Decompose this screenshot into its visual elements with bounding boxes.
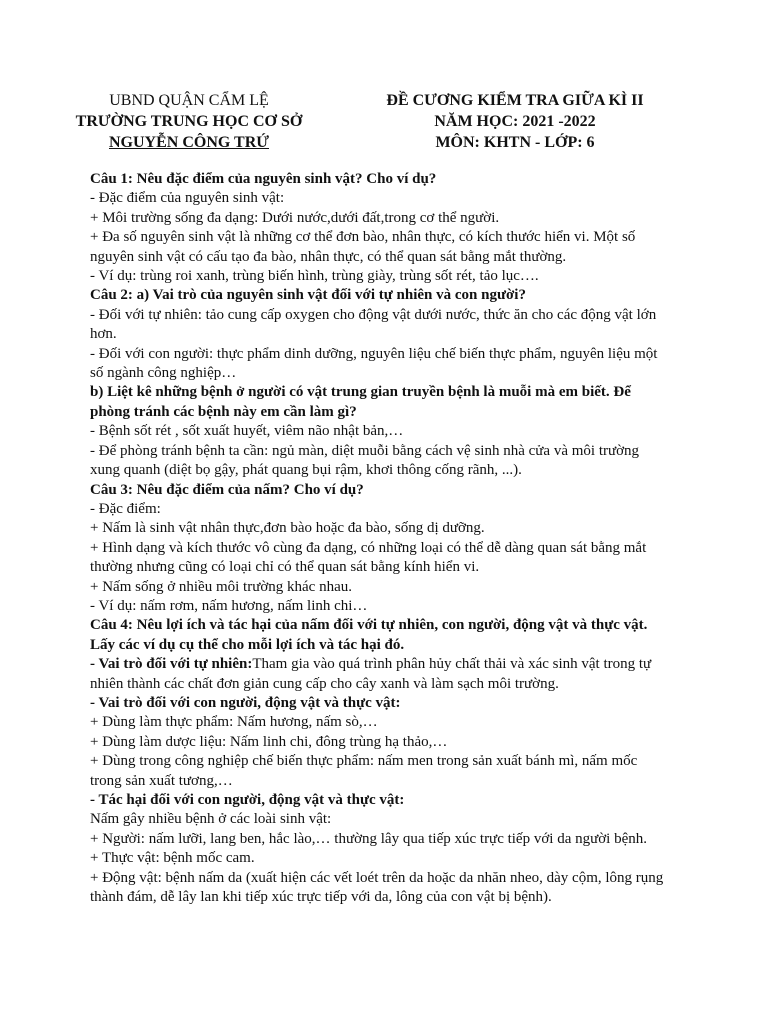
question-4-line: + Thực vật: bệnh mốc cam. <box>90 850 255 867</box>
question-2b-title: b) Liệt kê những bệnh ở người có vật trung gian truyền bệnh là muỗi mà em biết. Để phòng tránh các bệnh này em cần làm gì? <box>90 384 631 420</box>
question-4-line: + Dùng làm dược liệu: Nấm linh chi, đông trùng hạ thảo,… <box>90 733 448 750</box>
human-role-label: - Vai trò đối với con người, động vật và thực vật: <box>90 694 401 711</box>
question-1-line: + Môi trường sống đa dạng: Dưới nước,dưới đất,trong cơ thể người. <box>90 209 500 226</box>
question-3-title: Câu 3: Nêu đặc điểm của nấm? Cho ví dụ? <box>90 481 364 498</box>
school-type: TRƯỜNG TRUNG HỌC CƠ SỞ <box>75 113 303 130</box>
question-4-line: Nấm gây nhiều bệnh ở các loài sinh vật: <box>90 811 332 828</box>
question-2-line: - Đối với con người: thực phẩm dinh dưỡng, nguyên liệu chế biến thực phẩm, nguyên liệu một số ngành công nghiệp… <box>90 345 658 382</box>
question-3-line: + Nấm sống ở nhiều môi trường khác nhau. <box>90 578 352 595</box>
question-1-line: - Ví dụ: trùng roi xanh, trùng biến hình, trùng giày, trùng sốt rét, tảo lục…. <box>90 268 539 285</box>
question-1-line: + Đa số nguyên sinh vật là những cơ thể đơn bào, nhân thực, có kích thước hiển vi. Một số nguyên sinh vật có cấu tạo đa bào, nhân thực, có thể quan sát bằng mắt thường. <box>90 229 636 265</box>
nature-role-paragraph <box>90 655 670 694</box>
subject-grade: MÔN: KHTN - LỚP: 6 <box>435 134 595 151</box>
question-4-line: + Động vật: bệnh nấm da (xuất hiện các vết loét trên da hoặc da nhăn nheo, dày cộm, lông rụng thành đám, dễ lây lan khi tiếp xúc trực tiếp với da, lông của con vật bị bệnh). <box>90 869 664 906</box>
question-1-title: Câu 1: Nêu đặc điểm của nguyên sinh vật? Cho ví dụ? <box>90 171 437 187</box>
nature-role-text: Tham gia vào quá trình phân hủy chất thải và xác sinh vật trong tự nhiên thành các chất đơn giản cung cấp cho cây xanh và làm sạch môi trường. <box>90 656 652 692</box>
question-4-line: + Dùng làm thực phẩm: Nấm hương, nấm sò,… <box>90 714 378 731</box>
question-4-title: Câu 4: Nêu lợi ích và tác hại của nấm đối với tự nhiên, con người, động vật và thực vật. Lấy các ví dụ cụ thể cho mỗi lợi ích và tác hại đó. <box>90 617 648 653</box>
question-3-line: - Ví dụ: nấm rơm, nấm hương, nấm linh chi… <box>90 597 368 614</box>
question-3-line: - Đặc điểm: <box>90 500 161 517</box>
question-3-line: + Hình dạng và kích thước vô cùng đa dạng, có những loại có thể dễ dàng quan sát bằng mắt thường nhưng cũng có loại chỉ có thể quan sát bằng kính hiển vi. <box>90 539 647 576</box>
school-name: NGUYỄN CÔNG TRỨ <box>108 134 269 151</box>
question-4-line: + Người: nấm lưỡi, lang ben, hắc lào,… thường lây qua tiếp xúc trực tiếp với da người bệnh. <box>90 830 647 847</box>
nature-role-label: - Vai trò đối với tự nhiên: <box>90 656 253 673</box>
question-4-line: + Dùng trong công nghiệp chế biến thực phẩm: nấm men trong sản xuất bánh mì, nấm mốc trong sản xuất tương,… <box>90 753 638 789</box>
question-2-line: - Bệnh sốt rét , sốt xuất huyết, viêm não nhật bản,… <box>90 423 404 440</box>
document-title: ĐỀ CƯƠNG KIỂM TRA GIỮA KÌ II <box>386 92 644 109</box>
header-left <box>64 90 314 153</box>
header-right <box>370 90 660 153</box>
question-2-line: - Đối với tự nhiên: tảo cung cấp oxygen cho động vật dưới nước, thức ăn cho các động vật lớn hơn. <box>90 306 657 343</box>
outline-content <box>90 170 670 907</box>
school-year: NĂM HỌC: 2021 -2022 <box>434 113 596 130</box>
question-2-title: Câu 2: a) Vai trò của nguyên sinh vật đối với tự nhiên và con người? <box>90 287 526 304</box>
question-3-line: + Nấm là sinh vật nhân thực,đơn bào hoặc đa bào, sống dị dưỡng. <box>90 520 485 537</box>
district-name: UBND QUẬN CẨM LỆ <box>109 92 269 109</box>
question-2-line: - Để phòng tránh bệnh ta cần: ngủ màn, diệt muỗi bằng cách vệ sinh nhà cửa và môi trường xung quanh (diệt bọ gậy, phát quang bụi rậm, khơi thông cống rãnh, ...). <box>90 442 640 479</box>
harm-label: - Tác hại đối với con người, động vật và thực vật: <box>90 792 405 808</box>
question-1-line: - Đặc điểm của nguyên sinh vật: <box>90 190 285 207</box>
